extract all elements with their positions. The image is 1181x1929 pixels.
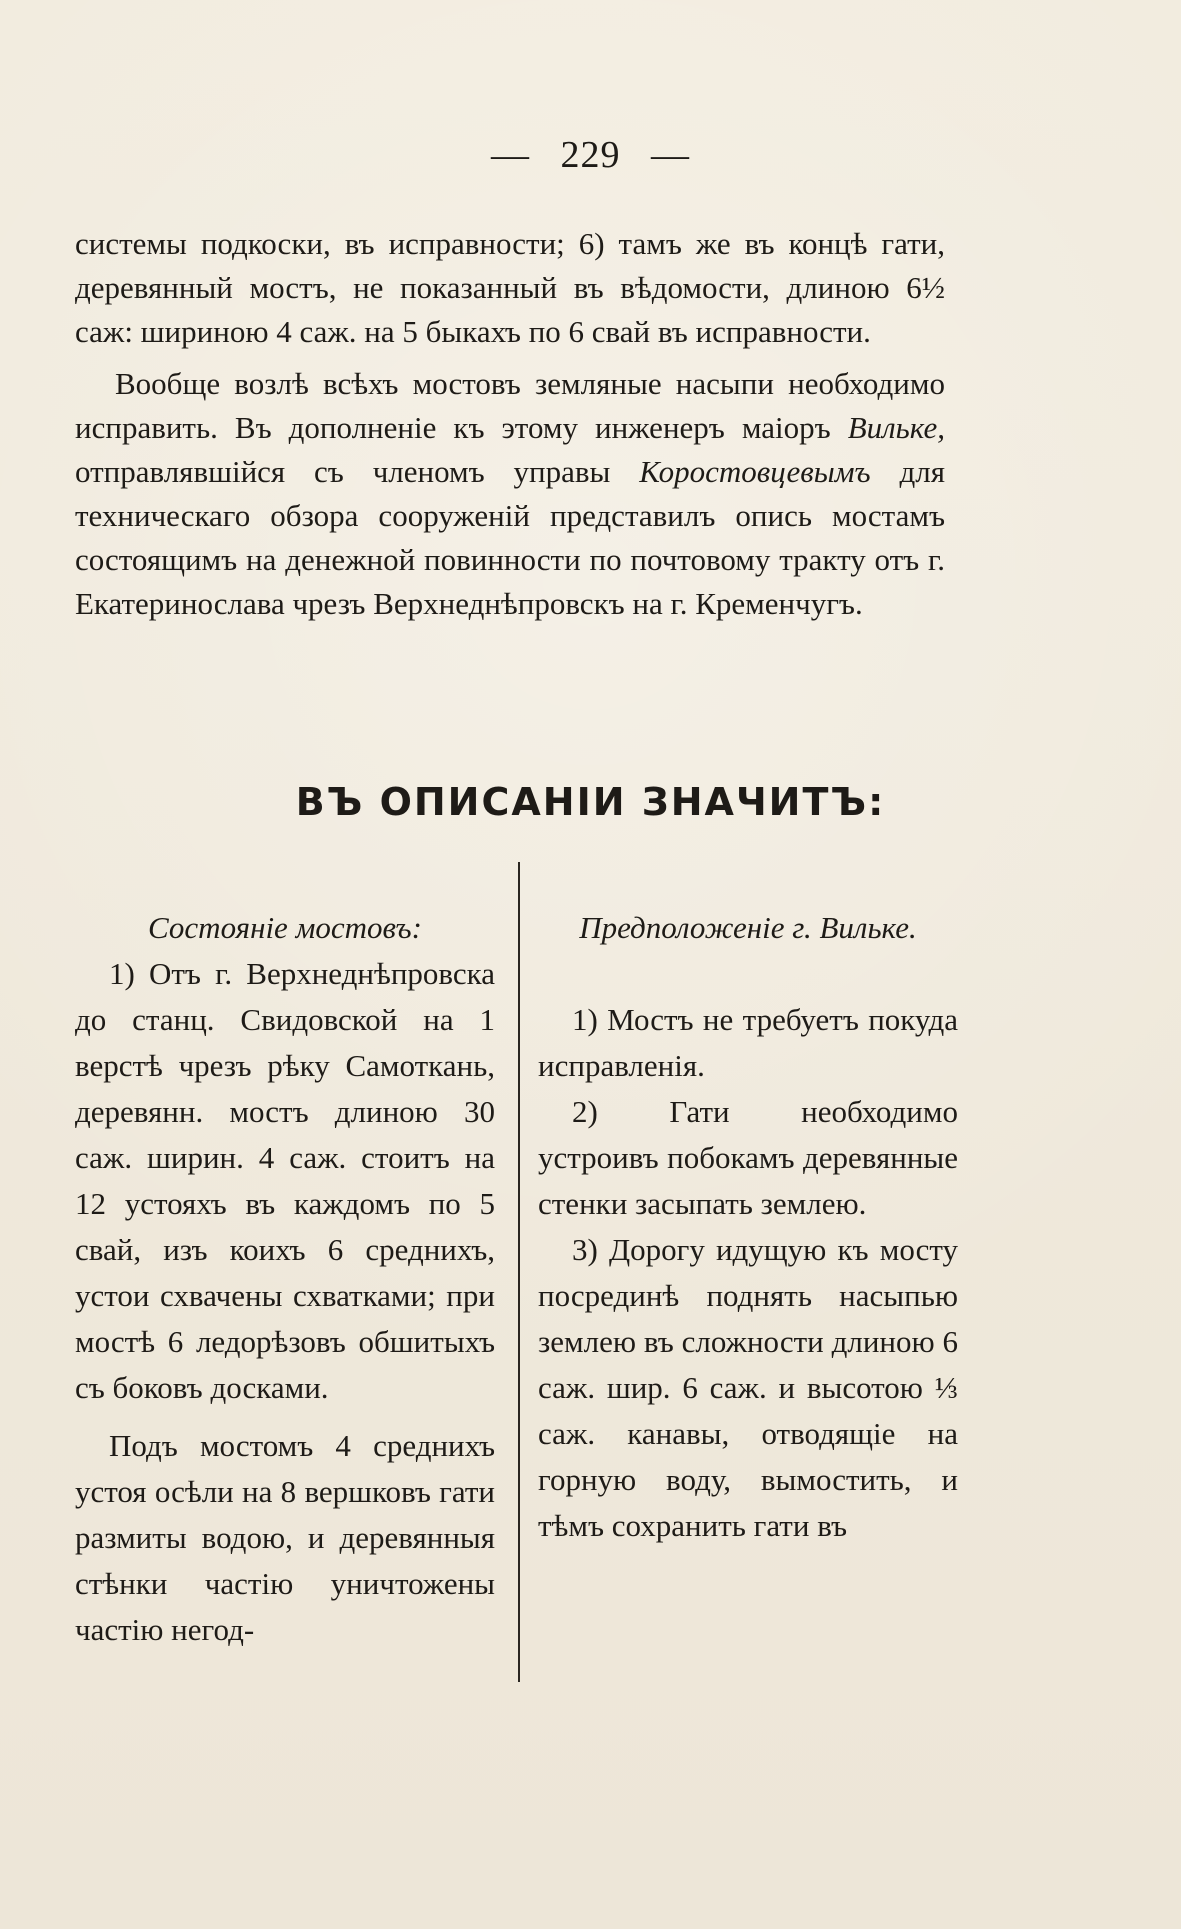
left-item-1: 1) Отъ г. Верхнеднѣпровска до станц. Свидовской на 1 верстѣ чрезъ рѣку Самоткань, деревянн. мостъ длиною 30 саж. ширин. 4 саж. стоитъ на 12 устояхъ въ каждомъ по 5 свай, изъ коихъ 6 среднихъ, устои схвачены схватками; при мостѣ 6 ледорѣзовъ обшитыхъ съ боковъ досками. — [75, 956, 495, 1405]
left-item-2: Подъ мостомъ 4 среднихъ устоя осѣли на 8 вершковъ гати размиты водою, и деревянныя стѣнки частію уничтожены частію негод- — [75, 1428, 495, 1647]
top-paragraph-2-prefix: Вообще возлѣ всѣхъ мостовъ земляные насыпи необходимо исправить. Въ дополненіе къ этому инженеръ маіоръ — [75, 366, 945, 445]
top-paragraph-2-middle: отправлявшійся съ членомъ управы — [75, 454, 640, 489]
top-paragraph-2-suffix: для техническаго обзора сооруженій представилъ опись мостамъ состоящимъ на денежной повинности по почтовому тракту отъ г. Екатеринослава чрезъ Верхнеднѣпровскъ на г. Кременчугъ. — [75, 454, 945, 621]
right-item-3: 3) Дорогу идущую къ мосту посрединѣ поднять насыпью землею въ сложности длиною 6 саж. шир. 6 саж. и высотою ⅓ саж. канавы, отводящіе на горную воду, вымостить, и тѣмъ сохранить гати въ — [538, 1232, 958, 1543]
right-item-2: 2) Гати необходимо устроивъ побокамъ деревянные стенки засыпать землею. — [538, 1094, 958, 1221]
right-column-title — [538, 905, 958, 951]
header-left-dash: — — [491, 134, 530, 176]
right-column-title-middle: г. — [784, 910, 820, 945]
column-divider — [518, 862, 520, 1682]
left-column — [75, 905, 495, 1653]
right-column-title-prefix: Предположеніе — [579, 910, 785, 945]
top-text-block — [75, 222, 945, 626]
header-right-dash: — — [651, 134, 690, 176]
section-heading: ВЪ ОПИСАНІИ ЗНАЧИТЪ: — [295, 780, 886, 824]
left-column-title: Состояніе мостовъ: — [148, 910, 422, 945]
page-header — [0, 133, 1181, 177]
top-paragraph-1: системы подкоски, въ исправности; 6) тамъ же въ концѣ гати, деревянный мостъ, не показанный въ вѣдомости, длиною 6½ саж: шириною 4 саж. на 5 быкахъ по 6 свай въ исправности. — [75, 226, 945, 349]
name-vilke: Вильке, — [847, 410, 945, 445]
top-paragraph-2 — [75, 362, 945, 626]
right-column — [538, 905, 958, 1549]
right-column-title-name: Вильке. — [819, 910, 917, 945]
right-item-1: 1) Мостъ не требуетъ покуда исправленія. — [538, 1002, 958, 1083]
page-number: 229 — [560, 134, 621, 176]
name-korostovtsev: Коростовцевымъ — [639, 454, 871, 489]
